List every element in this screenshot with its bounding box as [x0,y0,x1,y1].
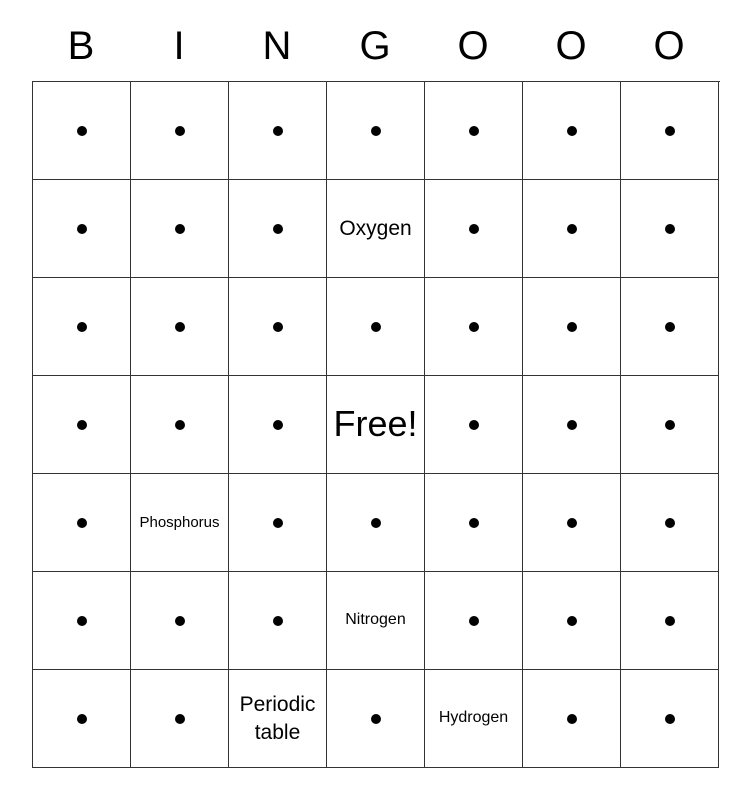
bullet-dot-icon [567,518,577,528]
bingo-cell[interactable] [621,670,719,768]
bingo-cell[interactable] [33,572,131,670]
bingo-cell[interactable] [33,180,131,278]
bingo-cell[interactable] [131,572,229,670]
header-letter: G [359,24,391,68]
bingo-cell[interactable] [523,180,621,278]
cell-label: Oxygen [339,216,412,240]
bingo-cell[interactable] [425,572,523,670]
bingo-cell[interactable] [425,180,523,278]
bullet-dot-icon [273,126,283,136]
bullet-dot-icon [77,714,87,724]
bullet-dot-icon [567,420,577,430]
bingo-cell[interactable] [33,376,131,474]
bullet-dot-icon [665,224,675,234]
bingo-cell[interactable] [523,278,621,376]
bullet-dot-icon [665,126,675,136]
bullet-dot-icon [371,518,381,528]
bullet-dot-icon [567,714,577,724]
bingo-cell[interactable] [327,572,425,670]
bullet-dot-icon [175,616,185,626]
bullet-dot-icon [77,616,87,626]
bingo-cell[interactable] [229,474,327,572]
bullet-dot-icon [567,224,577,234]
bingo-cell[interactable] [131,376,229,474]
bullet-dot-icon [273,616,283,626]
header-letter: O [457,24,489,68]
bingo-cell[interactable] [229,180,327,278]
bullet-dot-icon [371,126,381,136]
bullet-dot-icon [273,420,283,430]
cell-label: Phosphorus [139,513,220,531]
bingo-cell[interactable] [621,572,719,670]
bullet-dot-icon [469,224,479,234]
header-letter: B [67,24,95,68]
bullet-dot-icon [469,518,479,528]
bullet-dot-icon [469,322,479,332]
bingo-cell[interactable] [131,474,229,572]
bingo-cell[interactable] [621,376,719,474]
bingo-cell[interactable] [131,82,229,180]
bullet-dot-icon [665,714,675,724]
bingo-cell[interactable] [229,82,327,180]
bingo-cell[interactable] [425,82,523,180]
bullet-dot-icon [175,224,185,234]
bingo-cell[interactable] [621,474,719,572]
bullet-dot-icon [77,420,87,430]
bingo-cell[interactable] [33,82,131,180]
bingo-cell[interactable] [229,278,327,376]
bingo-cell[interactable] [621,180,719,278]
bingo-cell[interactable] [425,278,523,376]
bullet-dot-icon [567,616,577,626]
free-space-cell[interactable] [327,376,425,474]
cell-label: Hydrogen [438,709,509,727]
free-space-label: Free! [333,403,418,445]
bingo-cell[interactable] [33,670,131,768]
bullet-dot-icon [469,126,479,136]
bingo-cell[interactable] [327,278,425,376]
bingo-cell[interactable] [33,278,131,376]
bullet-dot-icon [665,322,675,332]
header-letter: N [262,24,292,68]
bingo-cell[interactable] [327,180,425,278]
bullet-dot-icon [77,322,87,332]
cell-label: Periodic table [239,693,316,744]
bullet-dot-icon [371,714,381,724]
bingo-cell[interactable] [131,670,229,768]
header-letter: O [653,24,685,68]
bingo-cell[interactable] [621,82,719,180]
bullet-dot-icon [469,420,479,430]
bullet-dot-icon [175,322,185,332]
bingo-cell[interactable] [229,572,327,670]
bullet-dot-icon [665,420,675,430]
bingo-cell[interactable] [33,474,131,572]
bullet-dot-icon [77,126,87,136]
bingo-cell[interactable] [523,572,621,670]
bullet-dot-icon [665,518,675,528]
bingo-grid [32,81,720,768]
bingo-card [32,0,720,768]
bullet-dot-icon [567,322,577,332]
bingo-cell[interactable] [523,670,621,768]
bullet-dot-icon [175,126,185,136]
bingo-header [32,0,720,81]
bullet-dot-icon [77,518,87,528]
bingo-cell[interactable] [229,376,327,474]
bingo-cell[interactable] [327,670,425,768]
bullet-dot-icon [469,616,479,626]
bullet-dot-icon [273,322,283,332]
bingo-cell[interactable] [523,82,621,180]
bullet-dot-icon [273,224,283,234]
header-letter: O [555,24,587,68]
bullet-dot-icon [175,420,185,430]
bingo-cell[interactable] [327,474,425,572]
bingo-cell[interactable] [131,180,229,278]
cell-label: Nitrogen [345,611,406,629]
bingo-cell[interactable] [229,670,327,768]
bingo-cell[interactable] [621,278,719,376]
bingo-cell[interactable] [523,474,621,572]
header-letter: I [173,24,185,68]
bullet-dot-icon [175,714,185,724]
bingo-cell[interactable] [425,474,523,572]
bullet-dot-icon [665,616,675,626]
bullet-dot-icon [77,224,87,234]
bullet-dot-icon [273,518,283,528]
bingo-cell[interactable] [327,82,425,180]
bingo-cell[interactable] [131,278,229,376]
bingo-cell[interactable] [425,376,523,474]
bullet-dot-icon [371,322,381,332]
bingo-cell[interactable] [425,670,523,768]
bingo-cell[interactable] [523,376,621,474]
bullet-dot-icon [567,126,577,136]
